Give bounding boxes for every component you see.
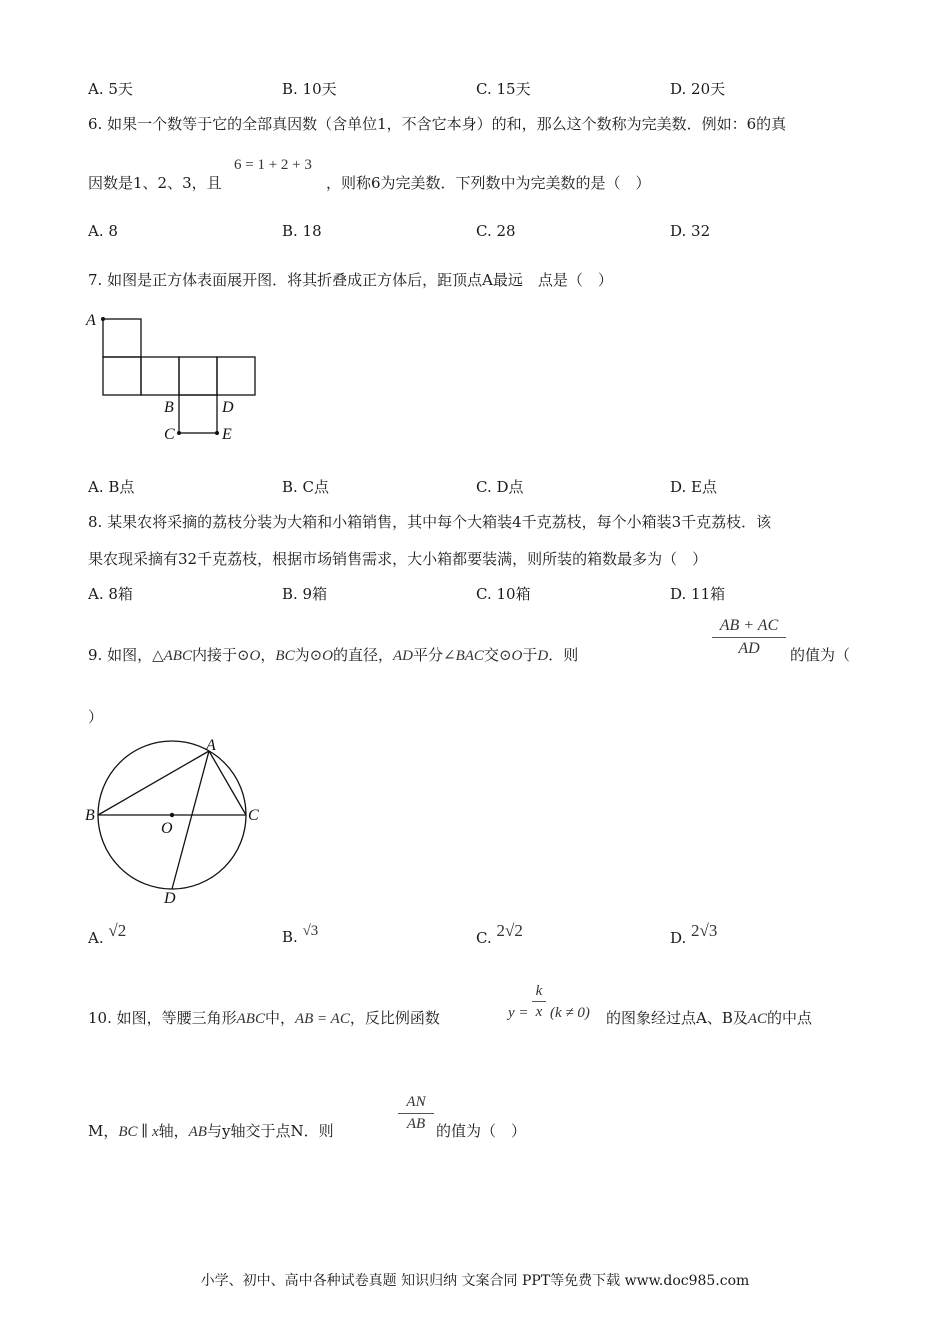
- q5-option-d: D. 20天: [670, 80, 726, 98]
- q7-option-a: A. B点: [88, 478, 135, 496]
- chord-ad: [172, 751, 209, 889]
- q9-option-d: D. 2√3: [670, 921, 718, 947]
- vertex-c-dot: [177, 431, 181, 435]
- q6-option-b: B. 18: [282, 222, 322, 240]
- q6-option-d: D. 32: [670, 222, 711, 240]
- q8-line2: 果农现采摘有32千克荔枝，根据市场销售需求，大小箱都要装满，则所装的箱数最多为（ ）: [88, 550, 708, 568]
- q10-func-cond: (k ≠ 0): [550, 1005, 590, 1021]
- q6-option-c: C. 28: [476, 222, 516, 240]
- q6-line2-post: ，则称6为完美数．下列数中为完美数的是（ ）: [326, 174, 651, 192]
- net-square-bottom: [179, 395, 217, 433]
- q10-func-lhs: y =: [508, 1005, 529, 1021]
- net-square-3: [179, 357, 217, 395]
- q10-func-fraction: $\frac{k}{x}$: [532, 983, 546, 1021]
- q7-text: 7. 如图是正方体表面展开图．将其折叠成正方体后，距顶点A最远 点是（ ）: [88, 271, 613, 289]
- q10-line1-a: 10. 如图，等腰三角形ABC中，AB = AC，反比例函数: [88, 1009, 440, 1027]
- net-square-4: [217, 357, 255, 395]
- q7-option-d: D. E点: [670, 478, 717, 496]
- q8-line1: 8. 某果农将采摘的荔枝分装为大箱和小箱销售，其中每个大箱装4千克荔枝，每个小箱装3千克荔枝．该: [88, 513, 772, 531]
- q6-option-a: A. 8: [88, 222, 118, 240]
- q9-option-c: C. 2√2: [476, 921, 523, 947]
- label-b: B: [85, 807, 95, 824]
- q10-line2-b: 的值为（ ）: [436, 1122, 527, 1140]
- chord-ac: [209, 751, 246, 815]
- vertex-a-dot: [101, 317, 105, 321]
- q8-option-a: A. 8箱: [88, 585, 133, 603]
- net-square-top: [103, 319, 141, 357]
- label-d: D: [222, 399, 234, 416]
- q6-equation: 6 = 1 + 2 + 3: [234, 157, 312, 173]
- q5-option-b: B. 10天: [282, 80, 337, 98]
- q7-option-c: C. D点: [476, 478, 524, 496]
- q9-text: 9. 如图，△ABC内接于⊙O，BC为⊙O的直径，AD平分∠BAC交⊙O于D．则: [88, 646, 579, 664]
- center-o-dot: [170, 813, 174, 817]
- q9-option-a: A. √2: [88, 921, 127, 947]
- q10-line2-a: M，BC ∥ x轴，AB与y轴交于点N．则: [88, 1122, 334, 1140]
- q8-option-c: C. 10箱: [476, 585, 531, 603]
- label-c: C: [164, 426, 175, 443]
- label-a: A: [206, 737, 216, 754]
- footer-text: 小学、初中、高中各种试卷真题 知识归纳 文案合同 PPT等免费下载 www.doc985.com: [200, 1273, 750, 1289]
- q9-line2: ）: [88, 708, 104, 726]
- label-e: E: [222, 426, 232, 443]
- q8-option-d: D. 11箱: [670, 585, 726, 603]
- q6-line1: 6. 如果一个数等于它的全部真因数（含单位1，不含它本身）的和，那么这个数称为完美数．例如：6的真: [88, 115, 787, 133]
- q6-line2-pre: 因数是1、2、3，且: [88, 174, 222, 192]
- label-b: B: [164, 399, 174, 416]
- q10-line1-b: 的图象经过点A、B及AC的中点: [606, 1009, 813, 1027]
- q8-option-b: B. 9箱: [282, 585, 328, 603]
- q5-option-c: C. 15天: [476, 80, 531, 98]
- vertex-e-dot: [215, 431, 219, 435]
- net-square-2: [141, 357, 179, 395]
- label-o: O: [161, 820, 173, 837]
- circle-figure: [80, 735, 280, 910]
- q7-option-b: B. C点: [282, 478, 330, 496]
- cube-net-figure: [80, 305, 280, 450]
- q9-option-b: B. √3: [282, 923, 319, 946]
- q10-fraction: $\frac{AN}{AB}$: [398, 1094, 434, 1133]
- net-square-1: [103, 357, 141, 395]
- q5-option-a: A. 5天: [88, 80, 133, 98]
- q9-text-end: 的值为（: [790, 646, 851, 664]
- label-a: A: [86, 312, 96, 329]
- label-d: D: [164, 890, 176, 907]
- chord-ab: [98, 751, 209, 815]
- label-c: C: [248, 807, 259, 824]
- q9-fraction: $\frac{AB + AC}{AD}$: [712, 617, 786, 658]
